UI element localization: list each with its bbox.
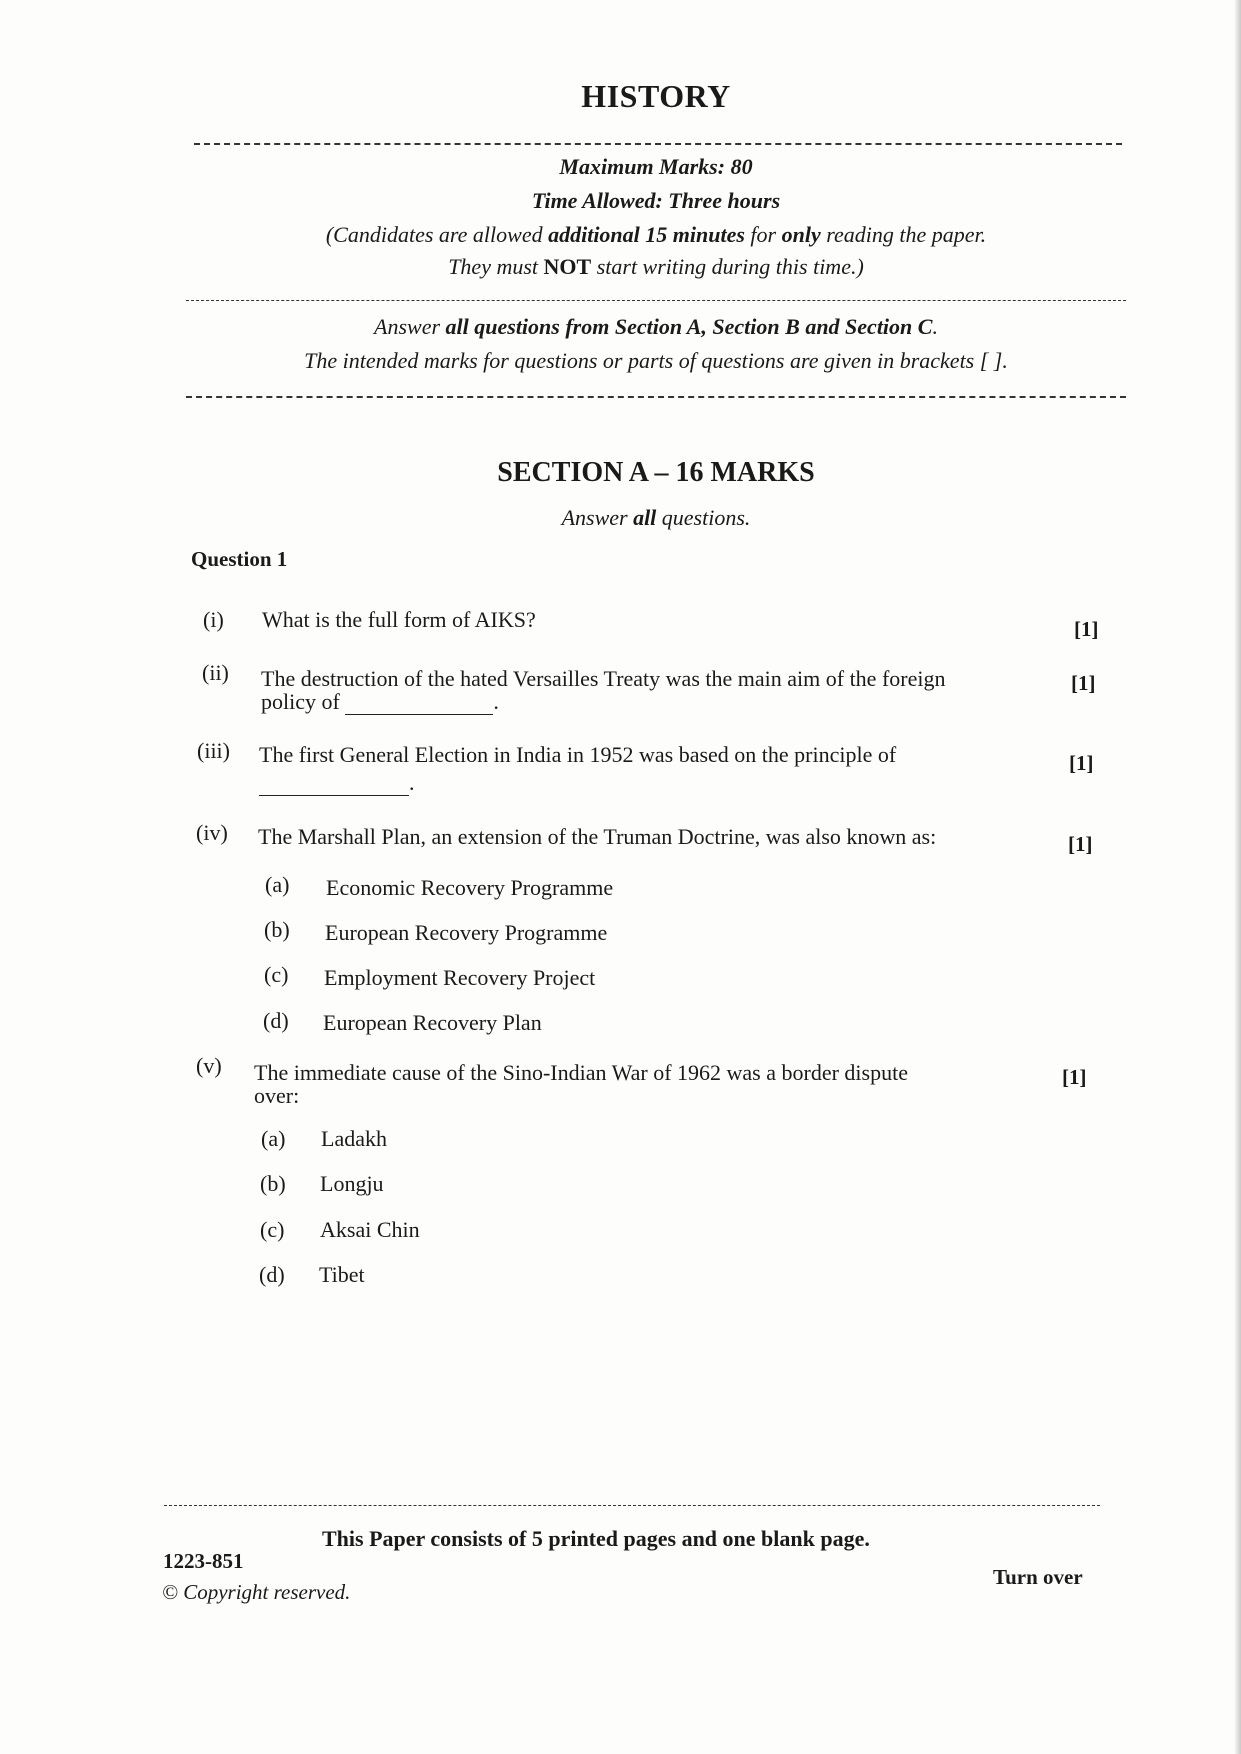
option-letter: (a): [265, 872, 290, 897]
reading-time-note-line2: They must NOT start writing during this time.): [448, 254, 864, 279]
item-text: The destruction of the hated Versailles Treaty was the main aim of the foreign: [261, 666, 946, 691]
time-allowed: Time Allowed: Three hours: [531, 188, 781, 213]
section-a-title: SECTION A – 16 MARKS: [497, 457, 815, 488]
item-number: (i): [203, 607, 224, 632]
option-text: Employment Recovery Project: [324, 965, 596, 990]
option-text: Economic Recovery Programme: [326, 875, 614, 900]
item-text: The immediate cause of the Sino-Indian War of 1962 was a border dispute: [254, 1060, 908, 1085]
option-text: Ladakh: [321, 1126, 387, 1151]
footer-divider: [164, 1505, 1100, 1506]
option-text: Aksai Chin: [320, 1217, 420, 1242]
fill-in-blank: [259, 770, 409, 796]
maximum-marks: Maximum Marks: 80: [559, 154, 753, 179]
item-text: The first General Election in India in 1952 was based on the principle of: [259, 742, 897, 767]
option-letter: (b): [264, 917, 290, 942]
header-divider-top: [194, 143, 1122, 145]
item-marks: [1]: [1069, 751, 1094, 775]
page-edge-shadow: [1234, 0, 1241, 1754]
paper-title: HISTORY: [581, 78, 731, 114]
header-divider-bottom: [186, 396, 1126, 398]
item-text: What is the full form of AIKS?: [262, 607, 536, 632]
item-marks: [1]: [1068, 832, 1093, 856]
option-text: Longju: [320, 1171, 384, 1196]
pages-note: This Paper consists of 5 printed pages and one blank page.: [322, 1526, 870, 1551]
item-text: The Marshall Plan, an extension of the Truman Doctrine, was also known as:: [258, 824, 937, 849]
fill-in-blank: [345, 689, 493, 715]
paper-code: 1223-851: [163, 1549, 244, 1573]
question-1-label: Question 1: [191, 547, 288, 571]
option-letter: (d): [263, 1008, 289, 1033]
reading-time-note-line1: (Candidates are allowed additional 15 minutes for only reading the paper.: [325, 222, 987, 247]
option-text: Tibet: [319, 1262, 365, 1287]
instruction-marks: The intended marks for questions or parts of questions are given in brackets [ ].: [304, 348, 1008, 373]
item-marks: [1]: [1062, 1065, 1087, 1089]
option-letter: (d): [259, 1262, 285, 1287]
item-marks: [1]: [1074, 617, 1099, 641]
item-number: (iii): [197, 738, 230, 763]
item-text-continued: policy of .: [261, 689, 499, 714]
option-letter: (c): [264, 962, 289, 987]
option-text: European Recovery Programme: [325, 920, 608, 945]
item-number: (v): [196, 1053, 222, 1078]
copyright-notice: © Copyright reserved.: [162, 1580, 351, 1604]
option-letter: (c): [260, 1217, 285, 1242]
item-text-continued: over:: [254, 1083, 300, 1108]
header-divider-middle: [186, 300, 1126, 301]
item-text-continued: .: [259, 770, 415, 796]
item-number: (ii): [202, 660, 229, 685]
item-marks: [1]: [1071, 671, 1096, 695]
option-text: European Recovery Plan: [323, 1010, 542, 1035]
option-letter: (b): [260, 1171, 286, 1196]
turn-over-label: Turn over: [993, 1565, 1083, 1589]
instruction-sections: Answer all questions from Section A, Section B and Section C.: [374, 314, 938, 339]
item-number: (iv): [196, 820, 228, 845]
section-a-instruction: Answer all questions.: [561, 505, 751, 530]
option-letter: (a): [261, 1126, 286, 1151]
